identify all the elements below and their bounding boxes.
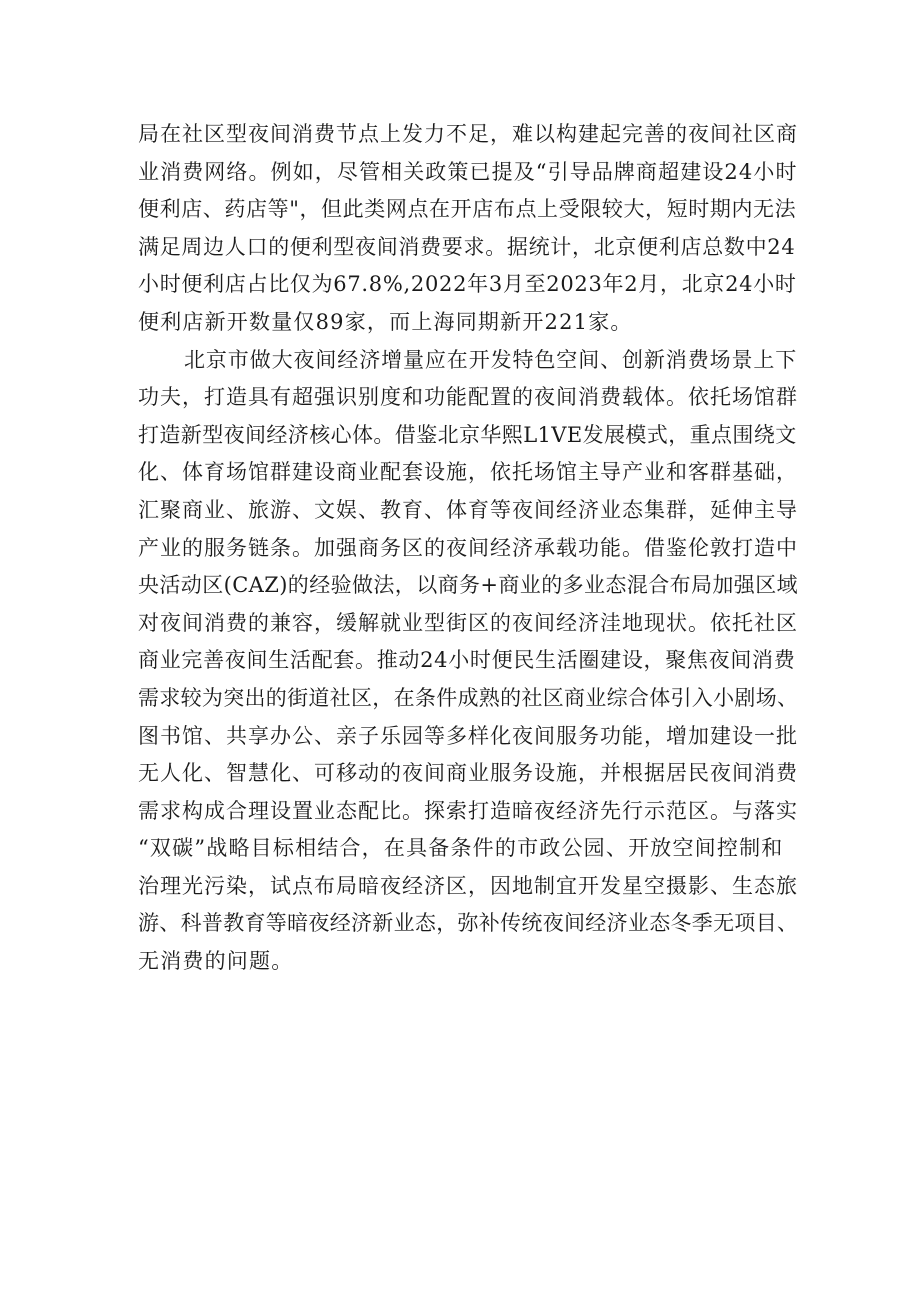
- text-line: 功夫，打造具有超强识别度和功能配置的夜间消费载体。依托场馆群: [138, 385, 798, 410]
- text-line: 局在社区型夜间消费节点上发力不足，难以构建起完善的夜间社区商: [138, 122, 798, 146]
- text-line: 商业完善夜间生活配套。推动24小时便民生活圈建设，聚焦夜间消费: [138, 648, 796, 673]
- text-line: 央活动区(CAZ)的经验做法，以商务+商业的多业态混合布局加强区域: [138, 573, 799, 598]
- text-line: 汇聚商业、旅游、文娱、教育、体育等夜间经济业态集群，延伸主导: [138, 497, 798, 522]
- text-line: 小时便利店占比仅为67.8%,2022年3月至2023年2月，北京24小时: [138, 272, 797, 297]
- text-line: 需求较为突出的街道社区，在条件成熟的社区商业综合体引入小剧场、: [138, 685, 799, 710]
- text-line: 对夜间消费的兼容，缓解就业型街区的夜间经济洼地现状。依托社区: [138, 610, 798, 635]
- text-line: “双碳”战略目标相结合，在具备条件的市政公园、开放空间控制和: [138, 836, 784, 861]
- text-line: 无消费的问题。: [138, 949, 294, 974]
- text-line: 打造新型夜间经济核心体。借鉴北京华熙L1VE发展模式，重点围绕文: [138, 422, 797, 447]
- text-line: 需求构成合理设置业态配比。探索打造暗夜经济先行示范区。与落实: [138, 798, 798, 823]
- text-line: 满足周边人口的便利型夜间消费要求。据统计，北京便利店总数中24: [138, 234, 796, 259]
- text-line: 无人化、智慧化、可移动的夜间商业服务设施，并根据居民夜间消费: [138, 761, 798, 786]
- text-line: 便利店、药店等"，但此类网点在开店布点上受限较大，短时期内无法: [138, 197, 797, 222]
- text-line-indented: 北京市做大夜间经济增量应在开发特色空间、创新消费场景上下: [184, 347, 798, 372]
- text-line: 便利店新开数量仅89家，而上海同期新开221家。: [138, 309, 633, 334]
- text-line: 治理光污染，试点布局暗夜经济区，因地制宜开发星空摄影、生态旅: [138, 873, 798, 898]
- text-line: 游、科普教育等暗夜经济新业态，弥补传统夜间经济业态冬季无项目、: [138, 911, 799, 936]
- paragraph-1: [138, 116, 798, 342]
- paragraph-2: [138, 342, 798, 981]
- text-line: 图书馆、共享办公、亲子乐园等多样化夜间服务功能，增加建设一批: [138, 723, 798, 748]
- text-line: 化、体育场馆群建设商业配套设施，依托场馆主导产业和客群基础，: [138, 460, 798, 485]
- text-line: 业消费网络。例如，尽管相关政策已提及“引导品牌商超建设24小时: [138, 159, 798, 184]
- text-line: 产业的服务链条。加强商务区的夜间经济承载功能。借鉴伦敦打造中: [138, 535, 798, 560]
- document-body: [138, 116, 798, 981]
